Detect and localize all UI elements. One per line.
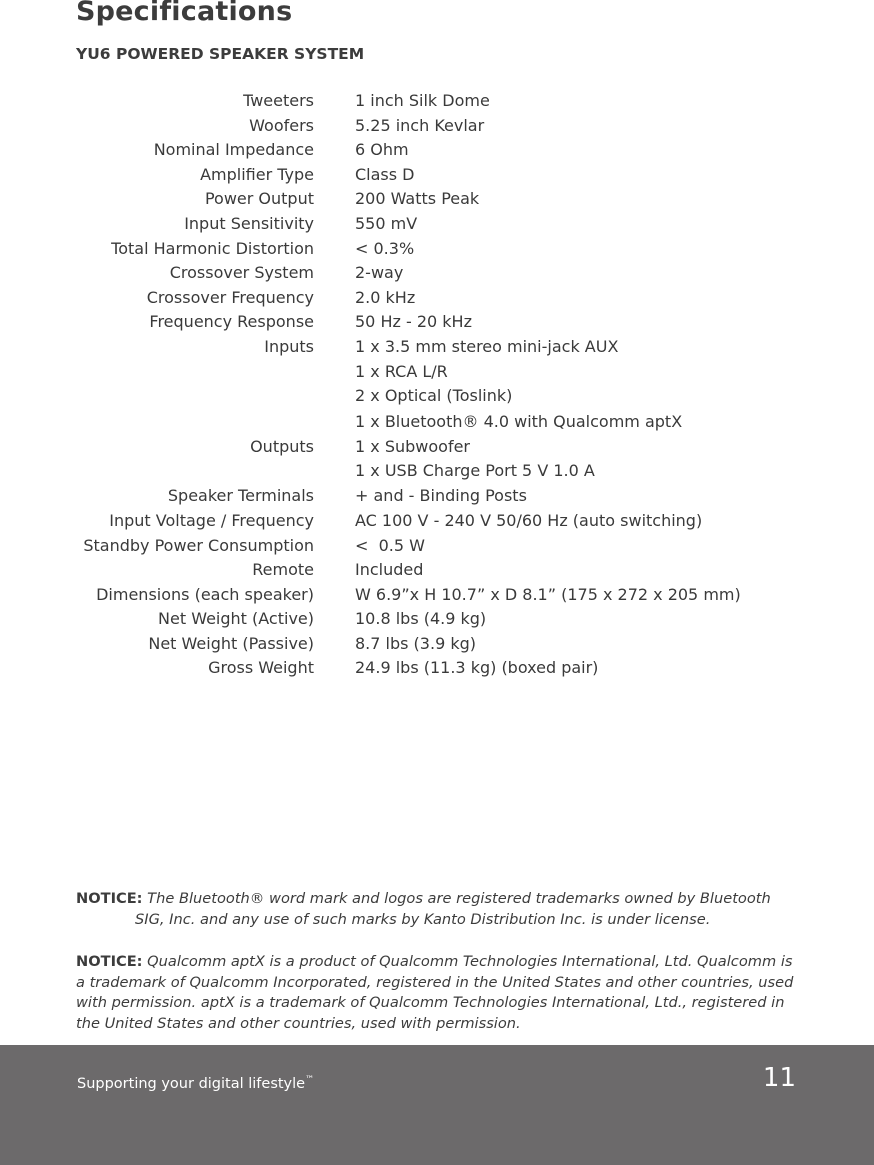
tagline-text: Supporting your digital lifestyle [77,1075,306,1092]
spec-label: Total Harmonic Distortion [111,238,314,258]
spec-value: < 0.5 W [355,535,425,555]
spec-value: 1 x USB Charge Port 5 V 1.0 A [355,461,595,481]
spec-value: 1 x 3.5 mm stereo mini-jack AUX [355,336,619,356]
spec-label: Standby Power Consumption [83,535,314,555]
spec-row [0,384,874,409]
spec-row [0,534,874,559]
spec-label: Crossover System [169,263,314,283]
spec-value: 5.25 inch Kevlar [355,115,485,135]
spec-value: W 6.9”x H 10.7” x D 8.1” (175 x 272 x 205 mm) [355,584,741,604]
spec-label: Crossover Frequency [146,287,314,307]
spec-value: Included [355,560,424,580]
spec-row [0,114,874,139]
spec-label: Tweeters [243,91,314,110]
notice-label: NOTICE: [76,953,143,970]
spec-row [0,212,874,237]
spec-label: Amplifier Type [200,164,314,184]
spec-row [0,187,874,212]
spec-label: Net Weight (Active) [158,609,314,629]
qualcomm-notice [76,952,796,1034]
spec-label: Net Weight (Passive) [148,633,314,653]
spec-value: 200 Watts Peak [355,189,480,209]
page-footer [0,1045,874,1165]
spec-row [0,310,874,335]
notice-text: Qualcomm aptX is a product of Qualcomm Technologies International, Ltd. Qualcomm is a trademark of Qualcomm Incorporated, registered in the United States and other countries, used with permission. aptX is a trademark of Qualcomm Technologies International, Ltd., registered in the United States and other countries, used with permission. [76,953,794,1032]
spec-row [0,409,874,435]
spec-value: 2.0 kHz [355,287,416,307]
spec-value: 6 Ohm [355,140,409,160]
spec-label: Speaker Terminals [167,486,314,506]
spec-value: 10.8 lbs (4.9 kg) [355,609,487,629]
spec-label: Input Voltage / Frequency [109,510,314,530]
spec-value: 1 x RCA L/R [355,361,448,381]
spec-row [0,607,874,632]
spec-value: 1 x Subwoofer [355,436,470,456]
spec-value: 50 Hz - 20 kHz [355,312,472,332]
bluetooth-notice [76,889,796,930]
spec-label: Input Sensitivity [184,213,314,233]
spec-row [0,89,874,114]
spec-value: Class D [355,164,415,184]
page-number: 11 [762,1063,796,1093]
spec-row [0,484,874,509]
spec-label: Gross Weight [208,658,314,678]
spec-value: 550 mV [355,213,418,233]
spec-row [0,656,874,681]
spec-row [0,435,874,460]
spec-row [0,138,874,163]
spec-label: Inputs [264,336,314,356]
spec-row [0,261,874,286]
trademark-mark: ™ [305,1075,315,1085]
notice-text: SIG, Inc. and any use of such marks by Kanto Distribution Inc. is under license. [135,910,711,928]
spec-value: 8.7 lbs (3.9 kg) [355,633,476,653]
spec-value: 24.9 lbs (11.3 kg) (boxed pair) [355,658,599,678]
notice-text: The Bluetooth® word mark and logos are registered trademarks owned by Bluetooth [147,890,771,907]
footer-tagline [77,1075,314,1092]
spec-value: < 0.3% [355,238,415,258]
spec-label: Nominal Impedance [153,140,314,160]
spec-row [0,360,874,385]
spec-value: 1 x Bluetooth® 4.0 with Qualcomm aptX [355,411,683,431]
spec-row [0,558,874,583]
spec-value: 1 inch Silk Dome [355,91,490,110]
spec-row [0,237,874,262]
spec-label: Power Output [204,189,314,209]
notice-label: NOTICE: [76,890,143,907]
spec-value: + and - Binding Posts [355,486,527,506]
spec-row [0,459,874,484]
spec-label: Frequency Response [149,312,314,332]
spec-row [0,163,874,188]
spec-row [0,583,874,608]
spec-label: Outputs [250,436,314,456]
spec-row [0,632,874,657]
spec-value: AC 100 V - 240 V 50/60 Hz (auto switching) [355,510,703,530]
spec-table [0,89,874,681]
spec-label: Dimensions (each speaker) [96,584,314,604]
spec-label: Woofers [249,115,314,135]
spec-value: 2 x Optical (Toslink) [355,386,513,406]
spec-label: Remote [252,560,314,580]
spec-row [0,335,874,360]
spec-row [0,509,874,534]
spec-value: 2-way [355,263,404,283]
spec-row [0,286,874,311]
page-title: Specifications [76,0,293,27]
product-subtitle: YU6 POWERED SPEAKER SYSTEM [76,45,365,63]
